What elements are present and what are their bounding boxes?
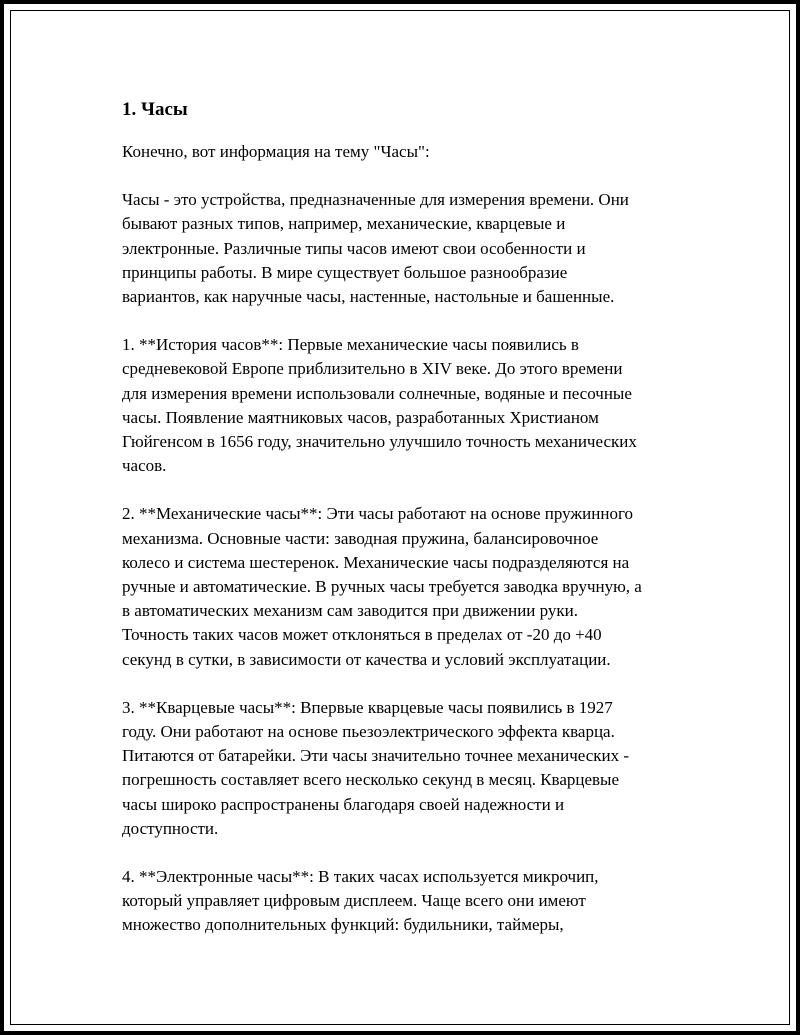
document-body <box>122 98 702 962</box>
intro-line: Конечно, вот информация на тему "Часы": <box>122 142 430 161</box>
paragraph-electronic: 4. **Электронные часы**: В таких часах используется микрочип, который управляет цифровым дисплеем. Чаще всего они имеют множество дополнительных функций: будильники, таймеры, <box>122 867 599 935</box>
paragraph-history: 1. **История часов**: Первые механические часы появились в средневековой Европе приблизительно в XIV веке. До этого времени для измерения времени использовали солнечные, водяные и песочные часы. Появление маятниковых часов, разработанных Христианом Гюйгенсом в 1656 году, значительно улучшило точность механических часов. <box>122 335 637 476</box>
paragraph-mechanical: 2. **Механические часы**: Эти часы работают на основе пружинного механизма. Основные части: заводная пружина, балансировочное колесо и система шестеренок. Механические часы подразделяются на ручные и автоматические. В ручных часы требуется заводка вручную, а в автоматических механизм сам заводится при движении руки. Точность таких часов может отклоняться в пределах от -20 до +40 секунд в сутки, в зависимости от качества и условий эксплуатации. <box>122 504 642 669</box>
document-title: 1. Часы <box>122 99 188 120</box>
paragraph-overview: Часы - это устройства, предназначенные для измерения времени. Они бывают разных типов, например, механические, кварцевые и электронные. Различные типы часов имеют свои особенности и принципы работы. В мире существует большое разнообразие вариантов, как наручные часы, настенные, настольные и башенные. <box>122 190 629 307</box>
paragraph-quartz: 3. **Кварцевые часы**: Впервые кварцевые часы появились в 1927 году. Они работают на основе пьезоэлектрического эффекта кварца. Питаются от батарейки. Эти часы значительно точнее механических - погрешность составляет всего несколько секунд в месяц. Кварцевые часы широко распространены благодаря своей надежности и доступности. <box>122 697 630 838</box>
